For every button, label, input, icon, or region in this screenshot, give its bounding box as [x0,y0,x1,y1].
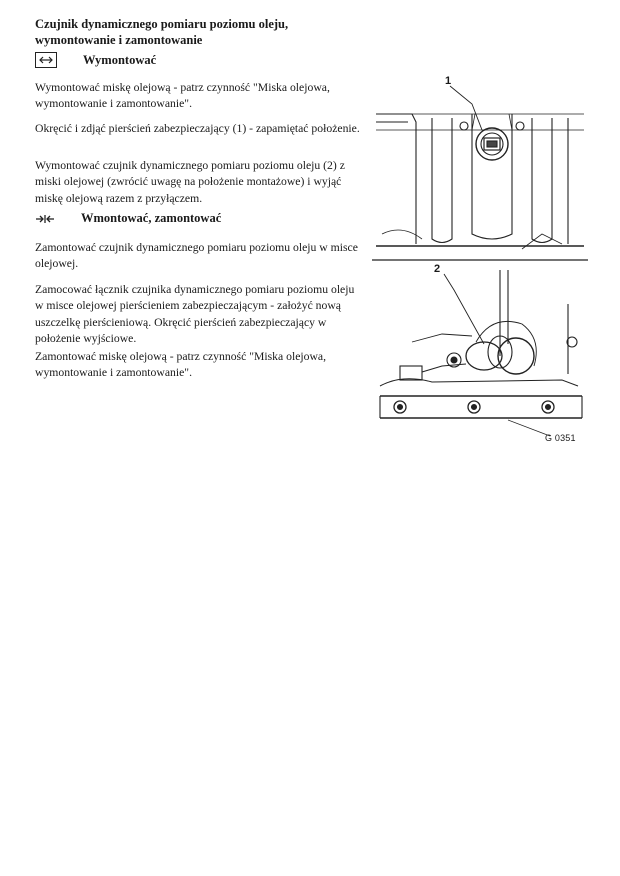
callout-2: 2 [434,263,441,275]
installation-step-2: Zamocować łącznik czujnika dynamicznego pomiaru poziomu oleju w misce olejowej pierścieniem zabezpieczającym - założyć nową uszczelkę pierścieniową. Okręcić pierścień zabezpieczający w położenie wyjściowe. [35,283,355,345]
installation-step-1: Zamontować czujnik dynamicznego pomiaru poziomu oleju w misce olejowej. [35,241,358,271]
installation-section-header [35,211,221,226]
arrows-outward-icon [35,52,57,68]
installation-step-3: Zamontować miskę olejową - patrz czynność "Miska olejowa, wymontowanie i zamontowanie". [35,350,327,380]
removal-section-header [35,52,156,68]
title-line-2: wymontowanie i zamontowanie [35,33,203,47]
callout-1: 1 [445,75,452,87]
removal-section-label: Wymontować [83,52,157,67]
page-title [35,16,355,48]
removal-step-3: Wymontować czujnik dynamicznego pomiaru poziomu oleju (2) z miski olejowej (zwrócić uwagę na położenie montażowe) i wyjąć miskę olejową razem z przyłączem. [35,159,345,205]
installation-section-label: Wmontować, zamontować [81,211,222,225]
removal-step-1: Wymontować miskę olejową - patrz czynność "Miska olejowa, wymontowanie i zamontowanie". [35,81,330,111]
title-line-1: Czujnik dynamicznego pomiaru poziomu oleju, [35,17,289,31]
oil-level-sensor-illustration [372,74,588,454]
figure-caption: G 0351 [545,433,576,443]
arrows-inward-icon [35,212,55,226]
removal-step-2: Okręcić i zdjąć pierścień zabezpieczający (1) - zapamiętać położenie. [35,122,360,135]
